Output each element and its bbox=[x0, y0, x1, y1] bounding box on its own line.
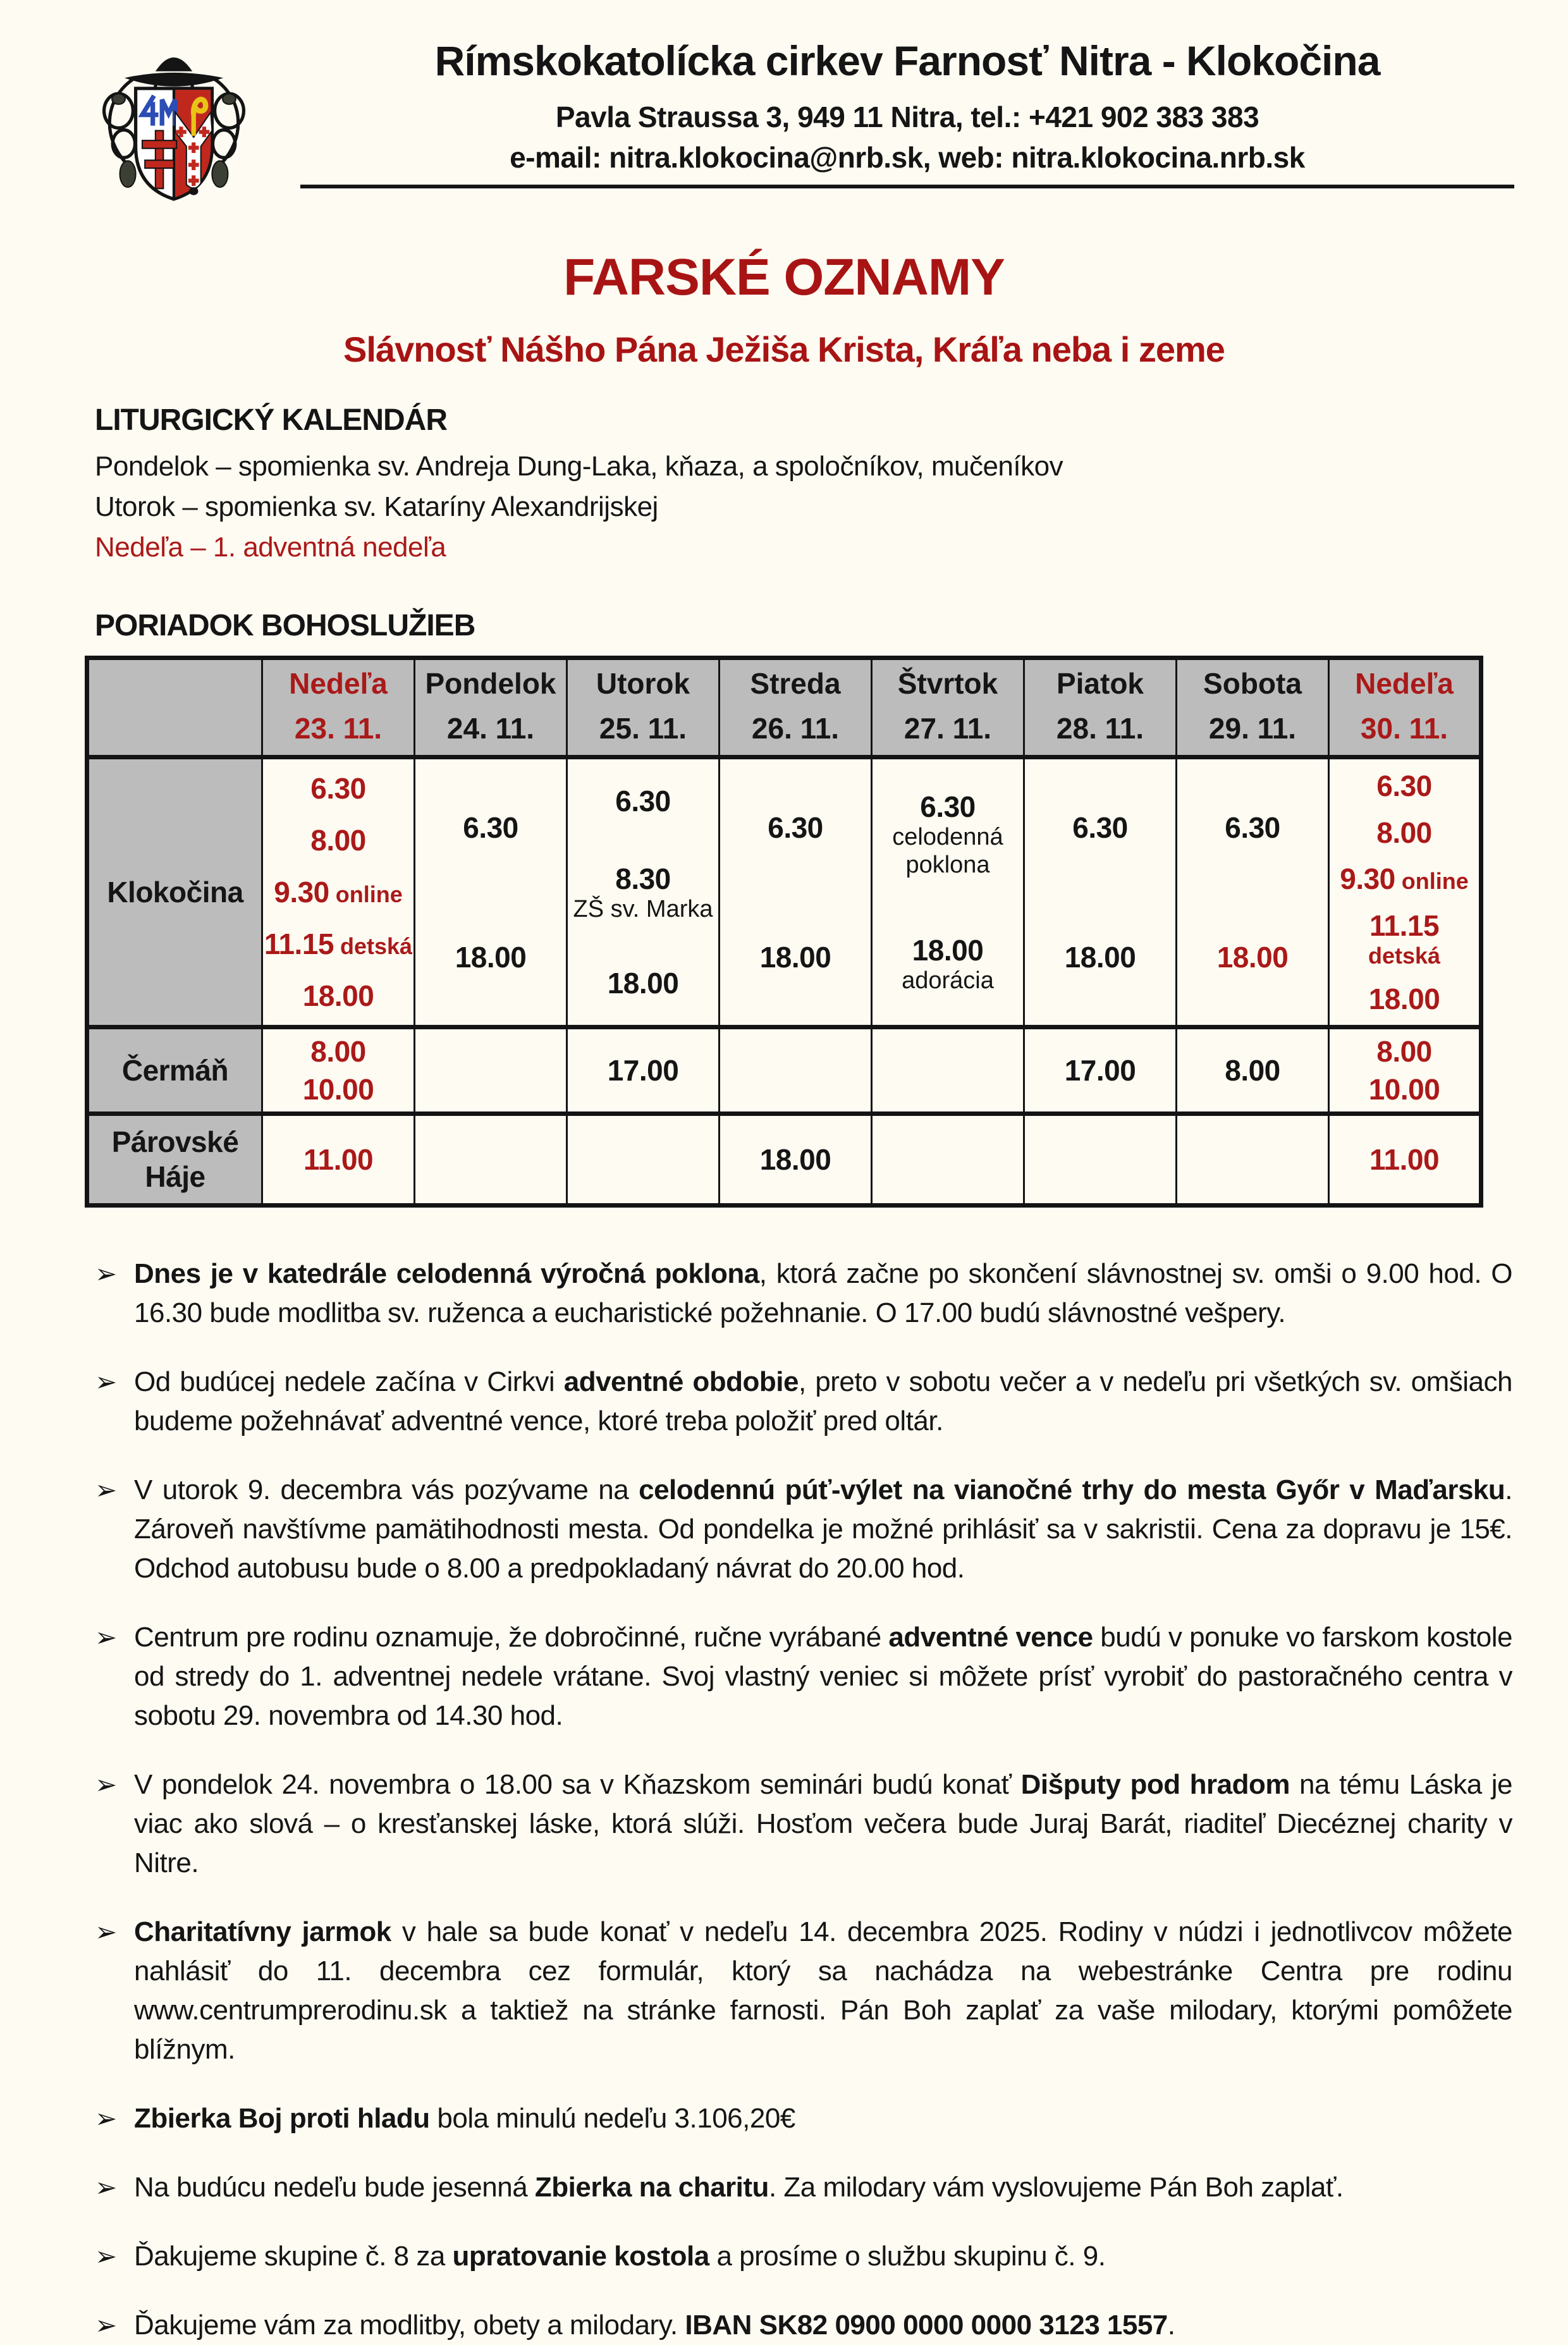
mass-time: 6.30 bbox=[920, 790, 976, 824]
announcement-text-segment: adventné obdobie bbox=[563, 1366, 799, 1398]
day-name: Štvrtok bbox=[897, 667, 998, 700]
announcement-text bbox=[134, 2237, 1512, 2276]
mass-time-entry bbox=[303, 979, 374, 1013]
mass-time: 6.30 bbox=[310, 772, 366, 805]
day-header bbox=[415, 658, 567, 757]
arrow-bullet-icon: ➢ bbox=[95, 1770, 118, 1800]
day-header bbox=[262, 658, 415, 757]
announcement-text bbox=[134, 1362, 1512, 1441]
header bbox=[0, 0, 1568, 220]
mass-times bbox=[1178, 760, 1327, 1024]
announcement-item bbox=[95, 2168, 1512, 2207]
mass-table-head bbox=[87, 658, 1481, 757]
announcements-list bbox=[95, 1254, 1512, 2345]
mass-time-entry bbox=[1369, 1072, 1440, 1106]
mass-times-cell bbox=[872, 1027, 1024, 1114]
arrow-bullet-icon: ➢ bbox=[95, 2103, 118, 2134]
announcement-text-segment: Na budúcu nedeľu bude jesenná bbox=[134, 2172, 535, 2203]
announcement-text-segment: , preto v sobotu večer a v nedeľu pri všetkých sv. omšiach budeme požehnávať adventné vence, ktoré treba položiť pred oltár. bbox=[134, 1366, 1512, 1437]
announcement-text-segment: na tému Láska je viac ako slová – o kresťanskej láske, ktorá slúži. Hosťom večera bude Juraj Barát, riaditeľ Diecéznej charity v Nitre. bbox=[134, 1769, 1512, 1879]
day-header bbox=[1177, 658, 1329, 757]
mass-time-suffix: online bbox=[1395, 868, 1469, 895]
mass-times bbox=[416, 1117, 565, 1203]
mass-times bbox=[264, 1117, 413, 1203]
mass-time: 6.30 bbox=[1072, 811, 1128, 844]
announcement-text-segment: Od budúcej nedele začína v Cirkvi bbox=[134, 1366, 564, 1398]
schedule-row bbox=[87, 1027, 1481, 1114]
announcement-text-segment: Ďakujeme vám za modlitby, obety a milodary. bbox=[134, 2310, 685, 2341]
mass-times bbox=[873, 1030, 1022, 1111]
mass-times-cell bbox=[1024, 1027, 1177, 1114]
mass-times bbox=[264, 760, 413, 1024]
day-name: Streda bbox=[750, 667, 841, 700]
mass-time: 8.00 bbox=[1376, 816, 1432, 849]
liturgical-entry: Nedeľa – 1. adventná nedeľa bbox=[95, 532, 446, 563]
mass-time-note: adorácia bbox=[902, 967, 994, 994]
announcement-text-segment: , ktorá začne po skončení slávnostnej sv. omši o 9.00 hod. O 16.30 bude modlitba sv. ruženca a eucharistické požehnanie. O 17.00 budú slávnostné vešpery. bbox=[134, 1258, 1512, 1329]
mass-times-cell bbox=[1024, 757, 1177, 1027]
day-name: Piatok bbox=[1056, 667, 1144, 700]
mass-time: 11.15 bbox=[1369, 909, 1440, 942]
announcement-text-segment: celodennú púť-výlet na vianočné trhy do mesta Győr v Maďarsku bbox=[639, 1474, 1505, 1506]
shield-icon bbox=[136, 89, 212, 199]
mass-time: 6.30 bbox=[463, 811, 518, 844]
mass-time-entry bbox=[1369, 1142, 1439, 1177]
announcement-text-segment: IBAN SK82 0900 0000 0000 3123 1557 bbox=[685, 2310, 1168, 2341]
mass-times bbox=[568, 760, 718, 1024]
mass-time: 6.30 bbox=[1225, 811, 1280, 844]
mass-table-header-row bbox=[87, 658, 1481, 757]
arrow-bullet-icon: ➢ bbox=[95, 2172, 118, 2203]
liturgical-entry: Pondelok – spomienka sv. Andreja Dung-Laka, kňaza, a spoločníkov, mučeníkov bbox=[95, 451, 1063, 482]
mass-times bbox=[416, 760, 565, 1024]
announcement-text-segment: Ďakujeme skupine č. 8 za bbox=[134, 2241, 453, 2272]
mass-times bbox=[873, 1117, 1022, 1203]
mass-times bbox=[568, 1030, 718, 1111]
mass-times bbox=[1026, 1030, 1175, 1111]
mass-times bbox=[1178, 1030, 1327, 1111]
mass-time-entry bbox=[1217, 940, 1289, 974]
announcement-text-segment: . bbox=[1167, 2310, 1175, 2341]
mass-time: 18.00 bbox=[759, 940, 831, 974]
mass-time: 8.00 bbox=[310, 824, 366, 857]
mass-times bbox=[1178, 1117, 1327, 1203]
announcement-text bbox=[134, 2306, 1512, 2345]
mass-time: 11.00 bbox=[303, 1143, 374, 1177]
mass-times-cell bbox=[262, 1114, 415, 1206]
announcement-item bbox=[95, 2099, 1512, 2138]
mass-time-entry bbox=[608, 1053, 679, 1087]
announcement-item bbox=[95, 1765, 1512, 1883]
announcement-text-segment: Zbierka na charitu bbox=[534, 2172, 769, 2203]
arrow-bullet-icon: ➢ bbox=[95, 1917, 118, 1947]
mass-times bbox=[264, 1030, 413, 1111]
mass-time-entry bbox=[573, 862, 713, 924]
mass-time-entry bbox=[1376, 769, 1432, 803]
mass-time: 18.00 bbox=[1064, 940, 1136, 974]
mass-time-entry bbox=[455, 940, 527, 974]
mass-times bbox=[1026, 760, 1175, 1024]
mass-time-entry bbox=[1340, 862, 1469, 896]
mass-times-cell bbox=[872, 757, 1024, 1027]
announcement-text bbox=[134, 1618, 1512, 1736]
mass-time-entry bbox=[760, 1142, 831, 1177]
mass-time-entry bbox=[274, 875, 403, 909]
mass-time: 18.00 bbox=[1216, 940, 1289, 974]
announcement-text-segment: Zbierka Boj proti hladu bbox=[134, 2103, 430, 2134]
announcement-text-segment: . Zároveň navštívme pamätihodnosti mesta. Od pondelka je možné prihlásiť sa v sakristii. Cena za dopravu je 15€. Odchod autobusu bude o 8.00 a predpokladaný návrat do 20.00 hod. bbox=[134, 1474, 1512, 1584]
galero-hat-icon bbox=[125, 58, 223, 87]
day-name: Utorok bbox=[596, 667, 690, 700]
mass-time-entry bbox=[1065, 1053, 1136, 1087]
mass-time: 9.30 bbox=[1340, 862, 1395, 896]
mass-time-entry bbox=[1225, 811, 1280, 845]
mass-time-entry bbox=[877, 790, 1019, 879]
announcement-text bbox=[134, 2099, 1512, 2138]
mass-times-cell bbox=[415, 757, 567, 1027]
arrow-bullet-icon: ➢ bbox=[95, 2310, 118, 2341]
liturgical-entries bbox=[95, 446, 1511, 568]
announcement-text-segment: V pondelok 24. novembra o 18.00 sa v Kňazskom seminári budú konať bbox=[134, 1769, 1021, 1801]
mass-times-cell bbox=[720, 757, 872, 1027]
mass-time: 11.15 bbox=[264, 928, 334, 961]
table-corner-cell bbox=[87, 658, 262, 757]
announcement-text bbox=[134, 1913, 1512, 2069]
place-label: Párovské Háje bbox=[87, 1114, 262, 1206]
day-header bbox=[1024, 658, 1177, 757]
announcement-text-segment: a prosíme o službu skupinu č. 9. bbox=[709, 2241, 1106, 2272]
day-date: 27. 11. bbox=[903, 712, 992, 745]
announcement-text-segment: budú v ponuke vo farskom kostole od stredy do 1. adventnej nedele vrátane. Svoj vlastný veniec si môžete prísť vyrobiť do pastoračného centra v sobotu 29. novembra od 14.30 hod. bbox=[134, 1622, 1513, 1732]
mass-time-entry bbox=[310, 771, 366, 805]
place-label: Klokočina bbox=[87, 757, 262, 1027]
mass-time: 10.00 bbox=[302, 1073, 374, 1106]
mass-time-note: celodenná poklona bbox=[892, 824, 1003, 878]
day-date: 26. 11. bbox=[751, 712, 840, 745]
schedule-row bbox=[87, 757, 1481, 1027]
mass-times-cell bbox=[1329, 1114, 1481, 1206]
arrow-bullet-icon: ➢ bbox=[95, 1259, 118, 1289]
mass-times bbox=[416, 1030, 565, 1111]
parish-coat-of-arms bbox=[95, 33, 253, 211]
day-date: 25. 11. bbox=[599, 712, 687, 745]
mass-time-entry bbox=[608, 966, 679, 1000]
day-name: Pondelok bbox=[425, 667, 556, 700]
mass-times-cell bbox=[567, 1027, 720, 1114]
mass-time: 18.00 bbox=[302, 979, 374, 1013]
announcement-item bbox=[95, 1362, 1512, 1441]
announcement-text-segment: Centrum pre rodinu oznamuje, že dobročinné, ručne vyrábané bbox=[134, 1622, 889, 1653]
mass-time: 18.00 bbox=[455, 940, 527, 974]
mass-time-entry bbox=[264, 927, 412, 961]
header-text bbox=[300, 37, 1514, 174]
mass-time-entry bbox=[303, 1072, 374, 1106]
announcement-text bbox=[134, 2168, 1512, 2207]
mass-times bbox=[1026, 1117, 1175, 1203]
mass-time: 8.00 bbox=[1225, 1054, 1280, 1087]
parish-contact: e-mail: nitra.klokocina@nrb.sk, web: nitra.klokocina.nrb.sk bbox=[510, 141, 1305, 174]
mass-time: 8.30 bbox=[615, 862, 671, 895]
mass-time-suffix: detská bbox=[334, 933, 413, 960]
day-name: Sobota bbox=[1203, 667, 1302, 700]
mass-time-suffix: detská bbox=[1368, 942, 1441, 969]
mass-times bbox=[568, 1117, 718, 1203]
day-date: 28. 11. bbox=[1056, 712, 1144, 745]
day-date: 29. 11. bbox=[1208, 712, 1297, 745]
liturgical-calendar-heading: LITURGICKÝ KALENDÁR bbox=[95, 403, 447, 437]
mass-time-entry bbox=[1065, 940, 1136, 974]
mass-time-entry bbox=[1330, 909, 1478, 969]
mass-time: 9.30 bbox=[274, 876, 329, 909]
mass-time: 17.00 bbox=[607, 1054, 679, 1087]
day-header bbox=[872, 658, 1024, 757]
mass-time: 10.00 bbox=[1368, 1073, 1440, 1106]
mass-times bbox=[721, 760, 870, 1024]
page-title: FARSKÉ OZNAMY bbox=[563, 248, 1005, 306]
mass-time: 6.30 bbox=[768, 811, 823, 844]
announcement-text bbox=[134, 1765, 1512, 1883]
mass-time: 6.30 bbox=[615, 785, 671, 818]
mass-times-cell bbox=[1177, 757, 1329, 1027]
announcement-text bbox=[134, 1471, 1512, 1588]
mass-time-entry bbox=[1369, 982, 1440, 1016]
mass-time: 17.00 bbox=[1064, 1054, 1136, 1087]
header-divider bbox=[300, 185, 1514, 188]
mass-time-entry bbox=[615, 784, 671, 818]
mass-times bbox=[873, 760, 1022, 1024]
mass-time: 6.30 bbox=[1376, 769, 1432, 803]
mass-time-entry bbox=[760, 940, 831, 974]
mass-times-cell bbox=[415, 1027, 567, 1114]
mass-times-cell bbox=[415, 1114, 567, 1206]
mass-times-cell bbox=[262, 1027, 415, 1114]
announcement-text-segment: v hale sa bude konať v nedeľu 14. decembra 2025. Rodiny v núdzi i jednotlivcov môžete nahlásiť do 11. decembra cez formulár, ktorý sa nachádza na webestránke Centra pre rodinu www.centrumprerodinu.sk a taktiež na stránke farnosti. Pán Boh zaplať za vaše milodary, ktorými pomôžete blížnym. bbox=[134, 1916, 1512, 2066]
mass-time-entry bbox=[310, 823, 366, 857]
announcement-text-segment: bola minulú nedeľu 3.106,20€ bbox=[429, 2103, 795, 2134]
mass-times-cell bbox=[720, 1027, 872, 1114]
mass-times bbox=[1330, 760, 1478, 1024]
announcement-text-segment: Dnes je v katedrále celodenná výročná poklona bbox=[134, 1258, 759, 1290]
announcement-text-segment: . Za milodary vám vyslovujeme Pán Boh zaplať. bbox=[768, 2172, 1344, 2203]
mass-time: 8.00 bbox=[1376, 1035, 1432, 1068]
mass-times-cell bbox=[567, 757, 720, 1027]
mass-table-body bbox=[87, 757, 1481, 1206]
mass-times bbox=[721, 1117, 870, 1203]
announcement-item bbox=[95, 1471, 1512, 1588]
mass-times-cell bbox=[1329, 1027, 1481, 1114]
mass-times-cell bbox=[1024, 1114, 1177, 1206]
mass-time-entry bbox=[310, 1034, 366, 1068]
mass-time-entry bbox=[303, 1142, 373, 1177]
mass-time-entry bbox=[1376, 816, 1432, 850]
mass-schedule-table bbox=[85, 656, 1483, 1208]
mass-times-cell bbox=[1329, 757, 1481, 1027]
day-date: 30. 11. bbox=[1360, 712, 1449, 745]
mass-times-cell bbox=[567, 1114, 720, 1206]
mass-times-cell bbox=[872, 1114, 1024, 1206]
mass-times bbox=[1330, 1117, 1478, 1203]
announcement-item bbox=[95, 2306, 1512, 2345]
parish-name: Rímskokatolícka cirkev Farnosť Nitra - Klokočina bbox=[434, 37, 1380, 84]
schedule-row bbox=[87, 1114, 1481, 1206]
mass-times-cell bbox=[720, 1114, 872, 1206]
mass-time-entry bbox=[463, 811, 518, 845]
announcement-text-segment: upratovanie kostola bbox=[452, 2241, 709, 2272]
mass-time: 18.00 bbox=[607, 967, 679, 1000]
day-header bbox=[1329, 658, 1481, 757]
announcement-text-segment: V utorok 9. decembra vás pozývame na bbox=[134, 1474, 639, 1506]
mass-time-entry bbox=[902, 933, 994, 995]
announcement-item bbox=[95, 1618, 1512, 1736]
mass-times-cell bbox=[262, 757, 415, 1027]
place-label: Čermáň bbox=[87, 1027, 262, 1114]
day-header bbox=[720, 658, 872, 757]
announcement-text-segment: Charitatívny jarmok bbox=[134, 1916, 391, 1948]
day-name: Nedeľa bbox=[1355, 667, 1454, 700]
announcement-text-segment: Dišputy pod hradom bbox=[1020, 1769, 1290, 1801]
mass-time-entry bbox=[1376, 1034, 1432, 1068]
arrow-bullet-icon: ➢ bbox=[95, 1622, 118, 1653]
mass-time-suffix: online bbox=[329, 881, 403, 908]
day-date: 23. 11. bbox=[294, 712, 383, 745]
mass-time-entry bbox=[1225, 1053, 1280, 1087]
day-date: 24. 11. bbox=[446, 712, 535, 745]
day-header bbox=[567, 658, 720, 757]
mass-time: 11.00 bbox=[1369, 1143, 1440, 1177]
announcement-text bbox=[134, 1254, 1512, 1333]
mass-time: 8.00 bbox=[310, 1035, 366, 1068]
mass-time-entry bbox=[768, 811, 823, 845]
announcement-item bbox=[95, 1913, 1512, 2069]
announcement-item bbox=[95, 1254, 1512, 1333]
parish-address: Pavla Straussa 3, 949 11 Nitra, tel.: +421 902 383 383 bbox=[555, 101, 1259, 133]
mass-schedule-heading: PORIADOK BOHOSLUŽIEB bbox=[95, 609, 475, 642]
announcement-text-segment: adventné vence bbox=[888, 1622, 1093, 1653]
mass-time: 18.00 bbox=[1368, 982, 1440, 1015]
crozier-tip-icon bbox=[189, 187, 199, 195]
arrow-bullet-icon: ➢ bbox=[95, 2241, 118, 2272]
mass-times bbox=[1330, 1030, 1478, 1111]
mass-times-cell bbox=[1177, 1114, 1329, 1206]
day-name: Nedeľa bbox=[289, 667, 388, 700]
mass-time-note: ZŠ sv. Marka bbox=[573, 895, 713, 922]
liturgical-entry: Utorok – spomienka sv. Kataríny Alexandrijskej bbox=[95, 491, 658, 522]
mass-time: 18.00 bbox=[912, 933, 984, 967]
mass-time: 18.00 bbox=[759, 1143, 831, 1177]
mass-times-cell bbox=[1177, 1027, 1329, 1114]
page-subtitle: Slávnosť Nášho Pána Ježiša Krista, Kráľa neba i zeme bbox=[343, 329, 1225, 369]
mass-time-entry bbox=[1072, 811, 1128, 845]
arrow-bullet-icon: ➢ bbox=[95, 1475, 118, 1505]
mass-times bbox=[721, 1030, 870, 1111]
announcement-item bbox=[95, 2237, 1512, 2276]
arrow-bullet-icon: ➢ bbox=[95, 1367, 118, 1397]
